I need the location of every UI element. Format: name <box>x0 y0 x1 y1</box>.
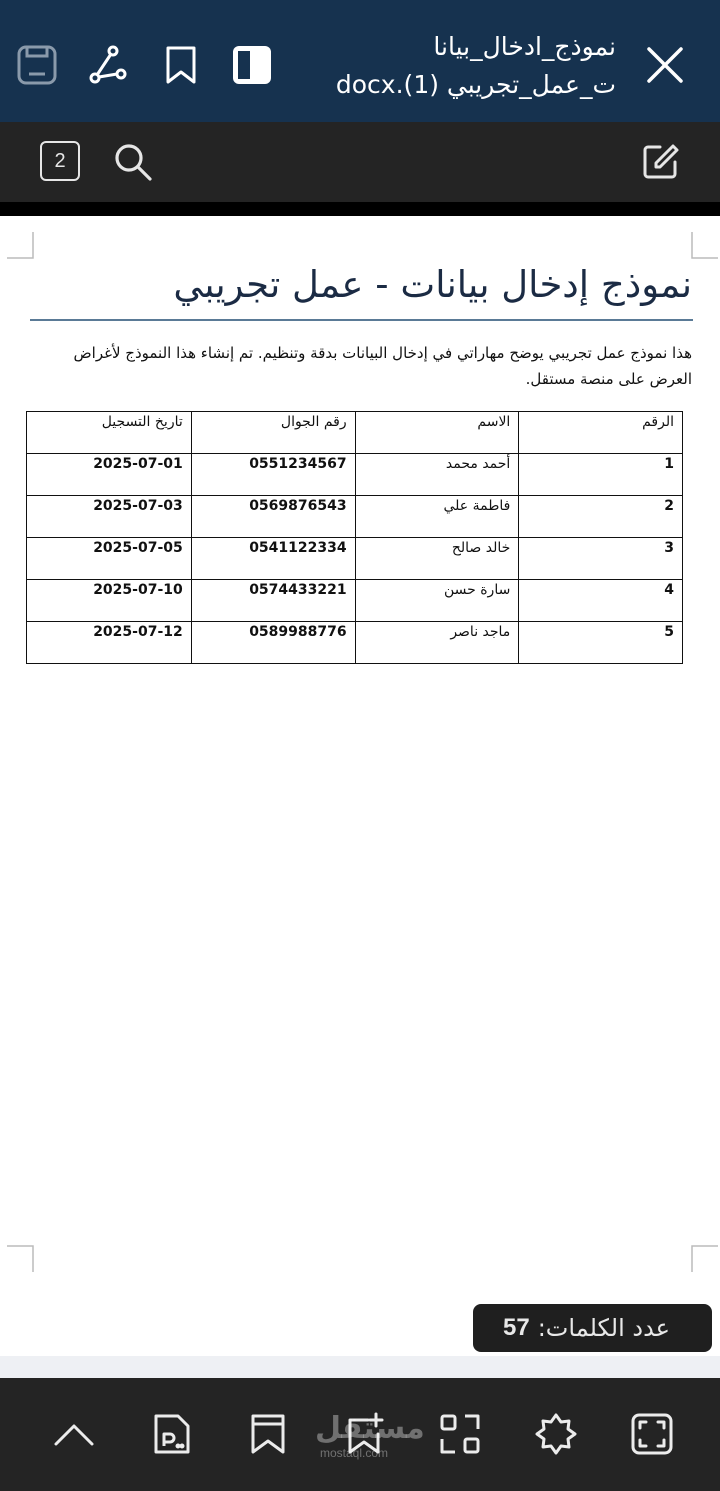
cell-name: سارة حسن <box>355 580 519 622</box>
word-count-badge <box>473 1304 712 1352</box>
share-icon[interactable] <box>85 42 131 88</box>
cell-phone: 0574433221 <box>191 580 355 622</box>
cell-id: 5 <box>519 622 683 664</box>
bookmark-outline-icon[interactable] <box>246 1412 290 1456</box>
toolbar-divider <box>0 202 720 216</box>
cell-date: 2025-07-03 <box>27 496 192 538</box>
column-header-date: تاريخ التسجيل <box>27 412 192 454</box>
reading-mode-icon[interactable] <box>229 42 275 88</box>
chevron-up-icon[interactable] <box>52 1412 96 1456</box>
document-page[interactable] <box>0 216 720 1356</box>
page-corner-mark <box>7 1244 35 1272</box>
document-toolbar <box>0 122 720 202</box>
cell-phone: 0541122334 <box>191 538 355 580</box>
cell-id: 1 <box>519 454 683 496</box>
search-icon[interactable] <box>112 141 154 183</box>
table-row <box>27 496 683 538</box>
cell-id: 4 <box>519 580 683 622</box>
table-row <box>27 538 683 580</box>
save-icon[interactable] <box>14 42 60 88</box>
cell-id: 2 <box>519 496 683 538</box>
cell-date: 2025-07-01 <box>27 454 192 496</box>
file-title-line1: نموذج_ادخال_بيانا <box>433 32 616 61</box>
title-underline <box>30 319 693 321</box>
close-icon[interactable] <box>640 40 690 90</box>
cell-date: 2025-07-12 <box>27 622 192 664</box>
page-count-badge[interactable]: 2 <box>40 141 80 181</box>
file-title <box>316 28 616 104</box>
app-header <box>0 0 720 122</box>
document-title: نموذج إدخال بيانات - عمل تجريبي <box>173 263 692 306</box>
page-corner-mark <box>690 1244 718 1272</box>
cell-phone: 0551234567 <box>191 454 355 496</box>
column-header-name: الاسم <box>355 412 519 454</box>
table-row <box>27 580 683 622</box>
cell-date: 2025-07-05 <box>27 538 192 580</box>
cell-date: 2025-07-10 <box>27 580 192 622</box>
cell-name: فاطمة علي <box>355 496 519 538</box>
cell-name: ماجد ناصر <box>355 622 519 664</box>
bookmark-icon[interactable] <box>158 42 204 88</box>
data-table <box>26 411 683 664</box>
page-corner-mark <box>690 232 718 260</box>
table-row <box>27 454 683 496</box>
word-count-value: 57 <box>503 1314 530 1341</box>
document-description: هذا نموذج عمل تجريبي يوضح مهاراتي في إدخال البيانات بدقة وتنظيم. تم إنشاء هذا النموذج لأغراض العرض على منصة مستقل. <box>73 344 692 388</box>
column-header-id: الرقم <box>519 412 683 454</box>
file-title-line2: ت_عمل_تجريبي (1).docx <box>335 70 616 99</box>
brightness-icon[interactable] <box>534 1412 578 1456</box>
cell-phone: 0589988776 <box>191 622 355 664</box>
cell-id: 3 <box>519 538 683 580</box>
scan-icon[interactable] <box>438 1412 482 1456</box>
cell-name: أحمد محمد <box>355 454 519 496</box>
edit-icon[interactable] <box>640 141 682 183</box>
table-row <box>27 622 683 664</box>
page-gap <box>0 1356 720 1378</box>
cell-name: خالد صالح <box>355 538 519 580</box>
column-header-phone: رقم الجوال <box>191 412 355 454</box>
watermark-logo: مستقل <box>315 1411 425 1446</box>
word-count-label: عدد الكلمات: <box>537 1314 670 1342</box>
page-layout-icon[interactable] <box>150 1412 194 1456</box>
watermark-url: mostaql.com <box>320 1446 389 1460</box>
cell-phone: 0569876543 <box>191 496 355 538</box>
page-corner-mark <box>7 232 35 260</box>
table-header-row <box>27 412 683 454</box>
fullscreen-icon[interactable] <box>630 1412 674 1456</box>
